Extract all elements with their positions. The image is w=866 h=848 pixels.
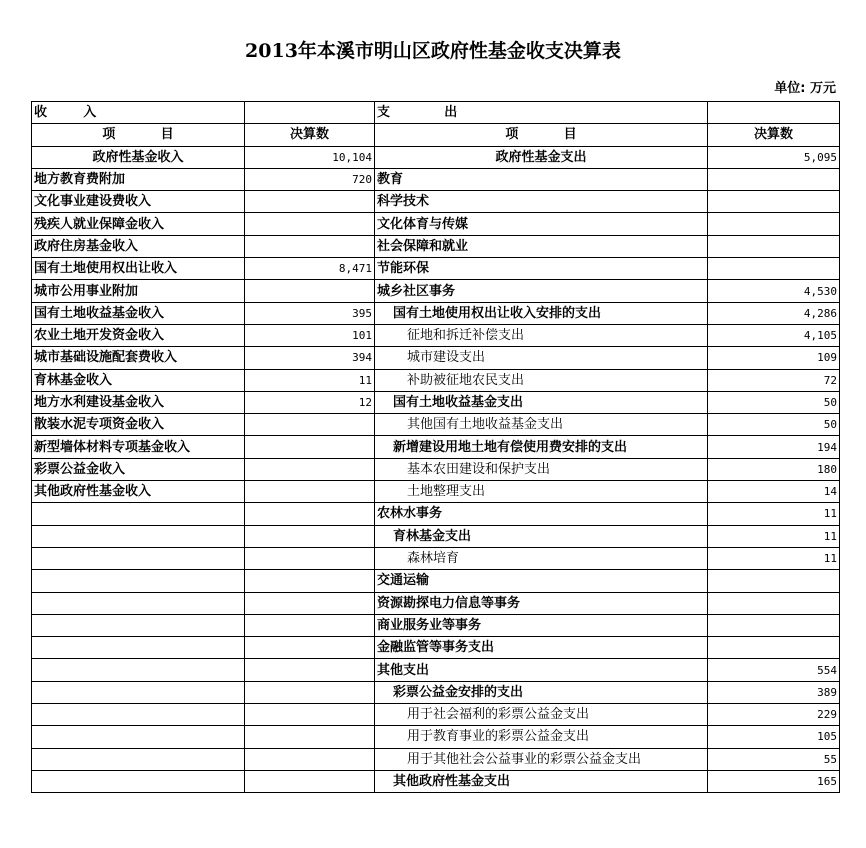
income-item-cell [32, 614, 245, 636]
expense-item-cell: 森林培育 [375, 547, 708, 569]
expense-item-cell: 国有土地收益基金支出 [375, 391, 708, 413]
expense-item-cell: 其他政府性基金支出 [375, 770, 708, 792]
income-value-cell [245, 525, 375, 547]
table-row [32, 570, 840, 592]
table-row [32, 146, 840, 168]
income-value-cell: 10,104 [245, 146, 375, 168]
income-item-cell [32, 503, 245, 525]
income-value-cell: 8,471 [245, 258, 375, 280]
table-row [32, 704, 840, 726]
income-item-cell [32, 547, 245, 569]
income-value-cell [245, 481, 375, 503]
expense-item-cell: 国有土地使用权出让收入安排的支出 [375, 302, 708, 324]
expense-item-cell: 补助被征地农民支出 [375, 369, 708, 391]
budget-table [31, 101, 840, 793]
expense-item-cell: 资源勘探电力信息等事务 [375, 592, 708, 614]
income-value-cell [245, 681, 375, 703]
expense-value-cell: 50 [708, 414, 840, 436]
expense-item-cell: 城市建设支出 [375, 347, 708, 369]
income-value-cell [245, 235, 375, 257]
income-value-cell [245, 436, 375, 458]
table-row [32, 280, 840, 302]
expense-item-cell: 交通运输 [375, 570, 708, 592]
income-value-cell [245, 770, 375, 792]
income-item-header: 项 目 [32, 124, 245, 146]
expense-value-cell: 229 [708, 704, 840, 726]
expense-item-cell: 彩票公益金安排的支出 [375, 681, 708, 703]
expense-value-cell: 194 [708, 436, 840, 458]
income-item-cell: 城市基础设施配套费收入 [32, 347, 245, 369]
expense-item-cell: 节能环保 [375, 258, 708, 280]
income-section-header: 收 入 [32, 102, 245, 124]
income-value-cell [245, 570, 375, 592]
income-item-cell: 残疾人就业保障金收入 [32, 213, 245, 235]
income-item-cell [32, 525, 245, 547]
expense-value-cell: 165 [708, 770, 840, 792]
table-row [32, 458, 840, 480]
expense-value-cell [708, 592, 840, 614]
income-item-cell: 地方教育费附加 [32, 168, 245, 190]
expense-value-cell: 389 [708, 681, 840, 703]
table-row [32, 302, 840, 324]
table-row [32, 748, 840, 770]
income-value-cell [245, 592, 375, 614]
table-row [32, 525, 840, 547]
income-value-cell [245, 503, 375, 525]
expense-value-cell: 55 [708, 748, 840, 770]
income-item-cell: 彩票公益金收入 [32, 458, 245, 480]
income-value-cell: 101 [245, 324, 375, 346]
expense-value-cell: 180 [708, 458, 840, 480]
expense-item-cell: 城乡社区事务 [375, 280, 708, 302]
expense-item-cell: 社会保障和就业 [375, 235, 708, 257]
table-row [32, 235, 840, 257]
expense-value-cell: 14 [708, 481, 840, 503]
table-row [32, 347, 840, 369]
expense-value-cell: 11 [708, 547, 840, 569]
expense-item-cell: 农林水事务 [375, 503, 708, 525]
income-item-cell [32, 592, 245, 614]
table-row [32, 481, 840, 503]
expense-item-cell: 征地和拆迁补偿支出 [375, 324, 708, 346]
expense-value-cell: 11 [708, 525, 840, 547]
income-value-cell [245, 280, 375, 302]
expense-item-cell: 新增建设用地土地有偿使用费安排的支出 [375, 436, 708, 458]
expense-section-header: 支 出 [375, 102, 708, 124]
expense-item-cell: 教育 [375, 168, 708, 190]
table-row [32, 168, 840, 190]
header-empty-cell [708, 102, 840, 124]
income-value-cell [245, 659, 375, 681]
table-row [32, 436, 840, 458]
expense-value-cell [708, 191, 840, 213]
header-empty-cell [245, 102, 375, 124]
income-item-cell: 政府性基金收入 [32, 146, 245, 168]
header-row-section [32, 102, 840, 124]
expense-value-cell: 109 [708, 347, 840, 369]
income-amount-header: 决算数 [245, 124, 375, 146]
expense-item-cell: 育林基金支出 [375, 525, 708, 547]
income-item-cell [32, 748, 245, 770]
table-row [32, 726, 840, 748]
table-row [32, 770, 840, 792]
income-item-cell: 散装水泥专项资金收入 [32, 414, 245, 436]
expense-value-cell [708, 570, 840, 592]
expense-item-cell: 用于教育事业的彩票公益金支出 [375, 726, 708, 748]
income-value-cell [245, 191, 375, 213]
income-item-cell [32, 637, 245, 659]
unit-label: 单位: 万元 [774, 81, 836, 96]
expense-item-cell: 商业服务业等事务 [375, 614, 708, 636]
page-title: 2013年本溪市明山区政府性基金收支决算表 [245, 40, 621, 62]
expense-value-cell: 11 [708, 503, 840, 525]
table-row [32, 391, 840, 413]
expense-item-header: 项 目 [375, 124, 708, 146]
table-row [32, 191, 840, 213]
expense-item-cell: 文化体育与传媒 [375, 213, 708, 235]
expense-value-cell [708, 637, 840, 659]
income-item-cell: 农业土地开发资金收入 [32, 324, 245, 346]
expense-item-cell: 其他国有土地收益基金支出 [375, 414, 708, 436]
table-row [32, 258, 840, 280]
expense-item-cell: 金融监管等事务支出 [375, 637, 708, 659]
expense-value-cell [708, 258, 840, 280]
expense-item-cell: 土地整理支出 [375, 481, 708, 503]
income-item-cell [32, 726, 245, 748]
income-value-cell [245, 414, 375, 436]
expense-value-cell: 554 [708, 659, 840, 681]
table-row [32, 659, 840, 681]
table-row [32, 369, 840, 391]
expense-amount-header: 决算数 [708, 124, 840, 146]
income-item-cell [32, 770, 245, 792]
income-item-cell: 城市公用事业附加 [32, 280, 245, 302]
expense-value-cell: 105 [708, 726, 840, 748]
table-row [32, 592, 840, 614]
income-value-cell [245, 458, 375, 480]
income-item-cell: 文化事业建设费收入 [32, 191, 245, 213]
expense-value-cell [708, 235, 840, 257]
expense-value-cell: 4,286 [708, 302, 840, 324]
income-item-cell: 地方水利建设基金收入 [32, 391, 245, 413]
income-value-cell [245, 726, 375, 748]
income-item-cell [32, 681, 245, 703]
table-row [32, 414, 840, 436]
income-value-cell [245, 637, 375, 659]
income-item-cell [32, 659, 245, 681]
income-value-cell [245, 704, 375, 726]
table-row [32, 614, 840, 636]
income-item-cell: 新型墙体材料专项基金收入 [32, 436, 245, 458]
expense-value-cell: 5,095 [708, 146, 840, 168]
income-value-cell: 395 [245, 302, 375, 324]
income-value-cell: 720 [245, 168, 375, 190]
table-row [32, 324, 840, 346]
expense-item-cell: 基本农田建设和保护支出 [375, 458, 708, 480]
expense-item-cell: 政府性基金支出 [375, 146, 708, 168]
income-item-cell [32, 704, 245, 726]
income-item-cell: 政府住房基金收入 [32, 235, 245, 257]
expense-value-cell: 4,530 [708, 280, 840, 302]
income-value-cell: 394 [245, 347, 375, 369]
expense-value-cell: 4,105 [708, 324, 840, 346]
expense-value-cell: 72 [708, 369, 840, 391]
expense-item-cell: 用于社会福利的彩票公益金支出 [375, 704, 708, 726]
income-item-cell [32, 570, 245, 592]
income-item-cell: 育林基金收入 [32, 369, 245, 391]
expense-value-cell [708, 168, 840, 190]
income-value-cell [245, 547, 375, 569]
expense-item-cell: 用于其他社会公益事业的彩票公益金支出 [375, 748, 708, 770]
expense-value-cell [708, 614, 840, 636]
income-item-cell: 国有土地使用权出让收入 [32, 258, 245, 280]
income-item-cell: 其他政府性基金收入 [32, 481, 245, 503]
income-value-cell [245, 614, 375, 636]
table-row [32, 503, 840, 525]
expense-value-cell [708, 213, 840, 235]
table-row [32, 681, 840, 703]
income-value-cell: 11 [245, 369, 375, 391]
income-value-cell [245, 748, 375, 770]
header-row-columns [32, 124, 840, 146]
table-row [32, 637, 840, 659]
expense-item-cell: 科学技术 [375, 191, 708, 213]
income-value-cell: 12 [245, 391, 375, 413]
table-row [32, 547, 840, 569]
table-row [32, 213, 840, 235]
expense-value-cell: 50 [708, 391, 840, 413]
income-value-cell [245, 213, 375, 235]
expense-item-cell: 其他支出 [375, 659, 708, 681]
income-item-cell: 国有土地收益基金收入 [32, 302, 245, 324]
